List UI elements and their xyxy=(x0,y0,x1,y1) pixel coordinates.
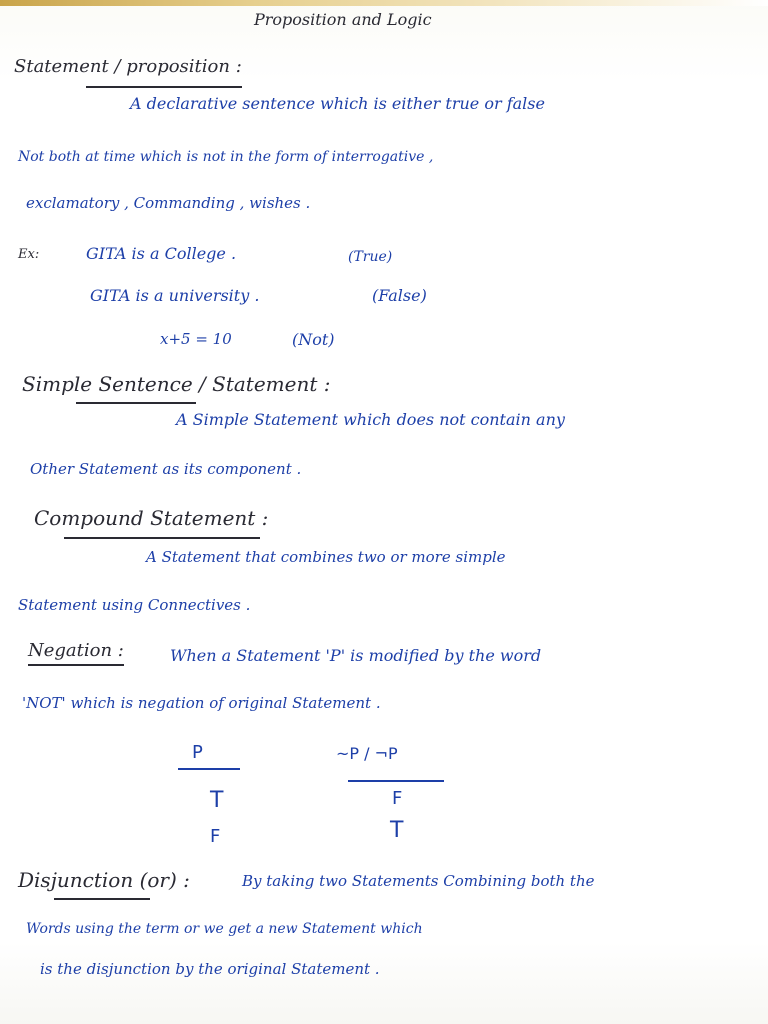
heading-underline xyxy=(76,402,196,404)
compound-line2: Statement using Connectives . xyxy=(18,596,251,614)
truth-table-cell: T xyxy=(210,788,224,813)
truth-table-header-underline xyxy=(178,768,240,770)
truth-table-cell: F xyxy=(210,826,221,847)
negation-heading: Negation : xyxy=(28,640,124,661)
heading-underline xyxy=(64,537,260,539)
page-title: Proposition and Logic xyxy=(254,10,432,29)
page-edge-shadow xyxy=(0,0,768,6)
disjunction-line3: is the disjunction by the original Statement . xyxy=(40,960,380,978)
example-1-statement: GITA is a College . xyxy=(86,244,237,263)
truth-table-cell: F xyxy=(392,788,403,809)
compound-heading: Compound Statement : xyxy=(34,506,269,530)
truth-table-cell: T xyxy=(390,818,404,843)
example-2-value: (False) xyxy=(372,286,427,305)
simple-line1: A Simple Statement which does not contain any xyxy=(176,410,565,429)
heading-underline xyxy=(28,664,124,666)
example-1-value: (True) xyxy=(348,249,393,265)
statement-def-line3: exclamatory , Commanding , wishes . xyxy=(26,194,311,212)
truth-table-header-p: P xyxy=(192,742,203,763)
statement-heading: Statement / proposition : xyxy=(14,56,242,77)
negation-line1: When a Statement 'P' is modified by the word xyxy=(170,646,542,665)
disjunction-line1: By taking two Statements Combining both the xyxy=(242,872,595,890)
statement-def-line2: Not both at time which is not in the form of interrogative , xyxy=(18,149,434,165)
simple-heading: Simple Sentence / Statement : xyxy=(22,372,331,396)
heading-underline xyxy=(54,898,150,900)
example-label: Ex: xyxy=(18,247,40,262)
disjunction-heading: Disjunction (or) : xyxy=(18,868,190,892)
example-2-statement: GITA is a university . xyxy=(90,286,260,305)
disjunction-line2: Words using the term or we get a new Statement which xyxy=(26,921,423,937)
compound-line1: A Statement that combines two or more simple xyxy=(146,548,506,566)
example-3-value: (Not) xyxy=(292,330,335,349)
truth-table-header-underline xyxy=(348,780,444,782)
simple-line2: Other Statement as its component . xyxy=(30,460,302,478)
example-3-statement: x+5 = 10 xyxy=(160,330,232,348)
heading-underline xyxy=(86,86,242,88)
negation-line2: 'NOT' which is negation of original Statement . xyxy=(22,694,381,712)
statement-def-line1: A declarative sentence which is either true or false xyxy=(130,94,545,113)
truth-table-header-not-p: ~P / ¬P xyxy=(336,744,398,763)
